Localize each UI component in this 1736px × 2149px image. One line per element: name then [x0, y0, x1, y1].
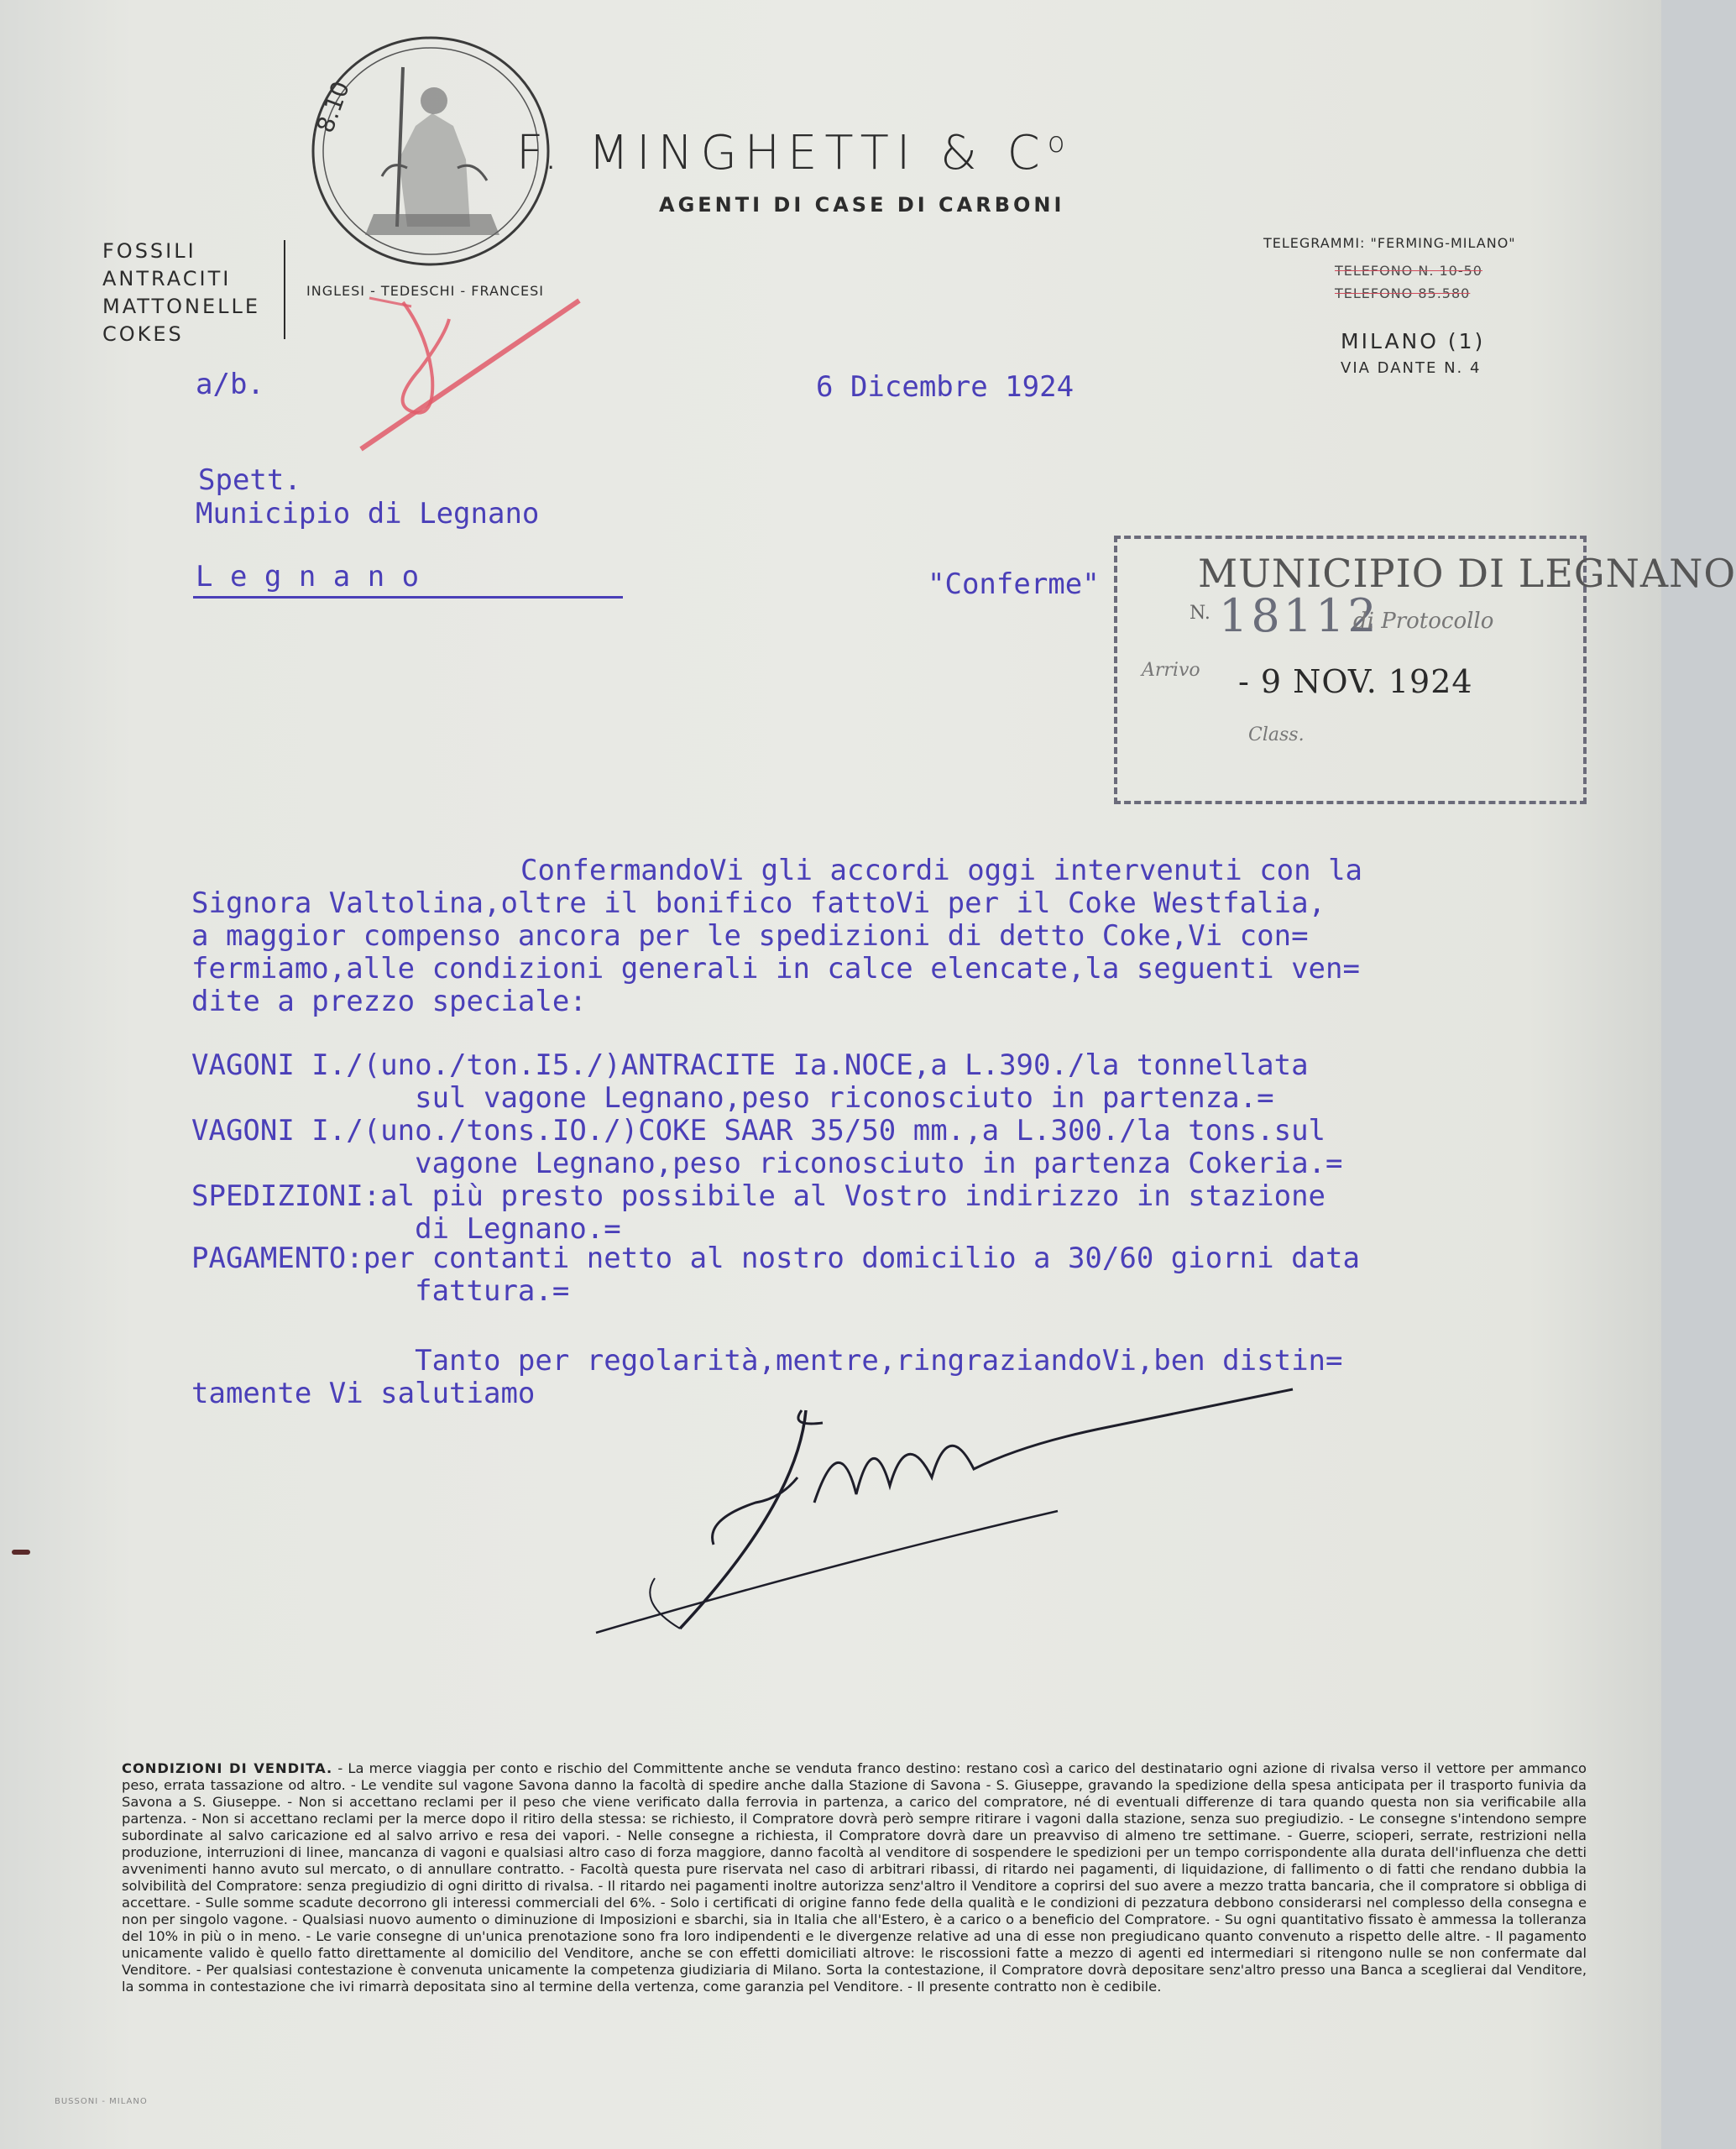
stamp-number-label: N. — [1190, 603, 1210, 624]
origin-line: INGLESI - TEDESCHI - FRANCESI — [306, 283, 545, 299]
order-item-coke: VAGONI I./(uno./tons.IO./)COKE SAAR 35/50 mm.,a L.300./la tons.sul vagone Legnano,peso riconosciuto in partenza Cokeria.= — [191, 1114, 1343, 1180]
stamp-class-label: Class. — [1248, 724, 1305, 745]
conditions-of-sale — [122, 1760, 1587, 1995]
order-item-anthracite: VAGONI I./(uno./ton.I5./)ANTRACITE Ia.NOCE,a L.390./la tonnellata sul vagone Legnano,peso riconosciuto in partenza.= — [191, 1048, 1309, 1115]
salutation: Spett. — [198, 463, 301, 497]
subject-line: "Conferme" — [928, 567, 1100, 601]
margin-mark — [12, 1550, 30, 1555]
stamp-header: MUNICIPIO DI LEGNANO — [1198, 551, 1736, 596]
stamp-arrival-label: Arrivo — [1142, 660, 1200, 681]
conditions-title: CONDIZIONI DI VENDITA. — [122, 1760, 333, 1776]
recipient-name: Municipio di Legnano — [196, 497, 540, 531]
firm-subtitle: AGENTI DI CASE DI CARBONI — [659, 193, 1065, 217]
handwritten-signature — [588, 1377, 1310, 1645]
telegram-address: TELEGRAMMI: "FERMING-MILANO" — [1263, 235, 1516, 251]
product-item: ANTRACITI — [102, 267, 232, 290]
printer-mark: BUSSONI - MILANO — [55, 2097, 148, 2106]
firm-name: F. MINGHETTI & $C^o$ — [516, 126, 1073, 180]
reference-code: a/b. — [196, 368, 264, 401]
phone-old: TELEFONO N. 10-50 — [1335, 263, 1482, 279]
products-list — [102, 238, 260, 348]
letter-intro: ConfermandoVi gli accordi oggi intervenuti con la Signora Valtolina,oltre il bonifico fattoVi per il Coke Westfalia, a maggior compenso ancora per le spedizioni di detto Coke,Vi con= fermiamo,alle condizioni generali in calce elencate,la seguenti ven= dite a prezzo speciale: — [191, 854, 1363, 1018]
protocol-stamp — [1114, 536, 1736, 804]
street-address: VIA DANTE N. 4 — [1341, 359, 1482, 377]
product-item: COKES — [102, 322, 184, 346]
stamp-protocol-label: di Protocollo — [1353, 609, 1494, 634]
stamp-arrival-date: - 9 NOV. 1924 — [1238, 663, 1473, 700]
product-item: FOSSILI — [102, 239, 196, 263]
shipping-terms: SPEDIZIONI:al più presto possibile al Vostro indirizzo in stazione di Legnano.= — [191, 1179, 1326, 1246]
letter-date: 6 Dicembre 1924 — [816, 370, 1075, 404]
svg-text:8.10: 8.10 — [311, 77, 355, 137]
red-pencil-mark — [353, 285, 588, 462]
closing-paragraph: Tanto per regolarità,mentre,ringraziandoVi,ben distin= tamente Vi salutiamo — [191, 1344, 1343, 1410]
recipient-underline — [193, 596, 623, 599]
stamp-number: 18112 — [1219, 589, 1380, 642]
conditions-text: - La merce viaggia per conto e rischio del Committente anche se venduta franco destino: restano così a carico del destinatario ogni azione di rivalsa verso il vettore per ammanco peso, errata tassazione od altro. - Le vendite sul vagone Savona danno la facoltà di spedire anche dalla Stazione di Savona - S. Giuseppe, gravando la spedizione della spesa anticipata per il trasporto funivia da Savona a S. Giuseppe. - Non si accettano reclami per il peso che viene verificato dalla ferrovia in partenza, a carico del compratore, né di eventuali differenze di tara quando questa non sia verificabile alla partenza. - Non si accettano reclami per la merce dopo il ritiro della stessa: se richiesto, il Compratore dovrà però sempre ritirare i vagoni dalla stazione, senza suo pregiudizio. - Le consegne s'intendono sempre subordinate al salvo caricazione ed al salvo arrivo e resa dei vapori. - Nelle consegne a richiesta, il Compratore dovrà dare un preavviso di almeno tre settimane. - Guerre, scioperi, serrate, restrizioni nella produzione, interruzioni di linee, mancanza di vagoni e qualsiasi altro caso di forza maggiore, danno facoltà al venditore di sospendere le spedizioni per un tempo corrispondente alla durata dell'influenza che detti avvenimenti hanno avuto sul mercato, o di annullare contratto. - Facoltà questa pure riservata nel caso di arbitrari ribassi, di ritardo nei pagamenti, di liquidazione, di fallimento o di fatti che rendano dubbia la solvibilità del Compratore: senza pregiudizio di ogni diritto di rivalsa. - Il ritardo nei pagamenti inoltre autorizza senz'altro il Venditore a coprirsi del suo avere a mezzo tratta bancaria, che il compratore si obbliga di accettare. - Sulle somme scadute decorrono gli interessi commerciali del 6%. - Solo i certificati di origine fanno fede della qualità e le condizioni di pezzatura debbono considerarsi nel complesso della consegna e non per singolo vagone. - Qualsiasi nuovo aumento o diminuzione di Imposizioni e sbarchi, sia in Italia che all'Estero, è a carico o a beneficio del Compratore. - Su ogni quantitativo fissato è ammessa la tolleranza del 10% in più o in meno. - Le varie consegne di un'unica prenotazione sono fra loro indipendenti e le divergenze relative ad una di esse non pregiudicano quanto convenuto a rispetto delle altre. - Il pagamento unicamente valido è quello fatto direttamente al domicilio del Venditore, anche se con effetti domiciliati altrove: le riscossioni fatte a mezzo di agenti ed intermediari si ritengono nulle se non confermate dal Venditore. - Per qualsiasi contestazione è convenuta unicamente la competenza giudiziaria di Milano. Sorta la contestazione, il Compratore dovrà depositare senz'altro presso una Banca a sceglierai dal Venditore, la somma in contestazione che ivi rimarrà depositata sino al termine della vertenza, come garanzia pel Venditore. - Il presente contratto non è cedibile. — [122, 1760, 1587, 1995]
payment-terms: PAGAMENTO:per contanti netto al nostro domicilio a 30/60 giorni data fattura.= — [191, 1242, 1360, 1308]
product-item: MATTONELLE — [102, 295, 261, 318]
recipient-city: L e g n a n o — [196, 560, 420, 593]
phone-new: TELEFONO 85.580 — [1335, 285, 1471, 301]
products-bracket — [284, 240, 285, 339]
city: MILANO (1) — [1341, 329, 1486, 353]
